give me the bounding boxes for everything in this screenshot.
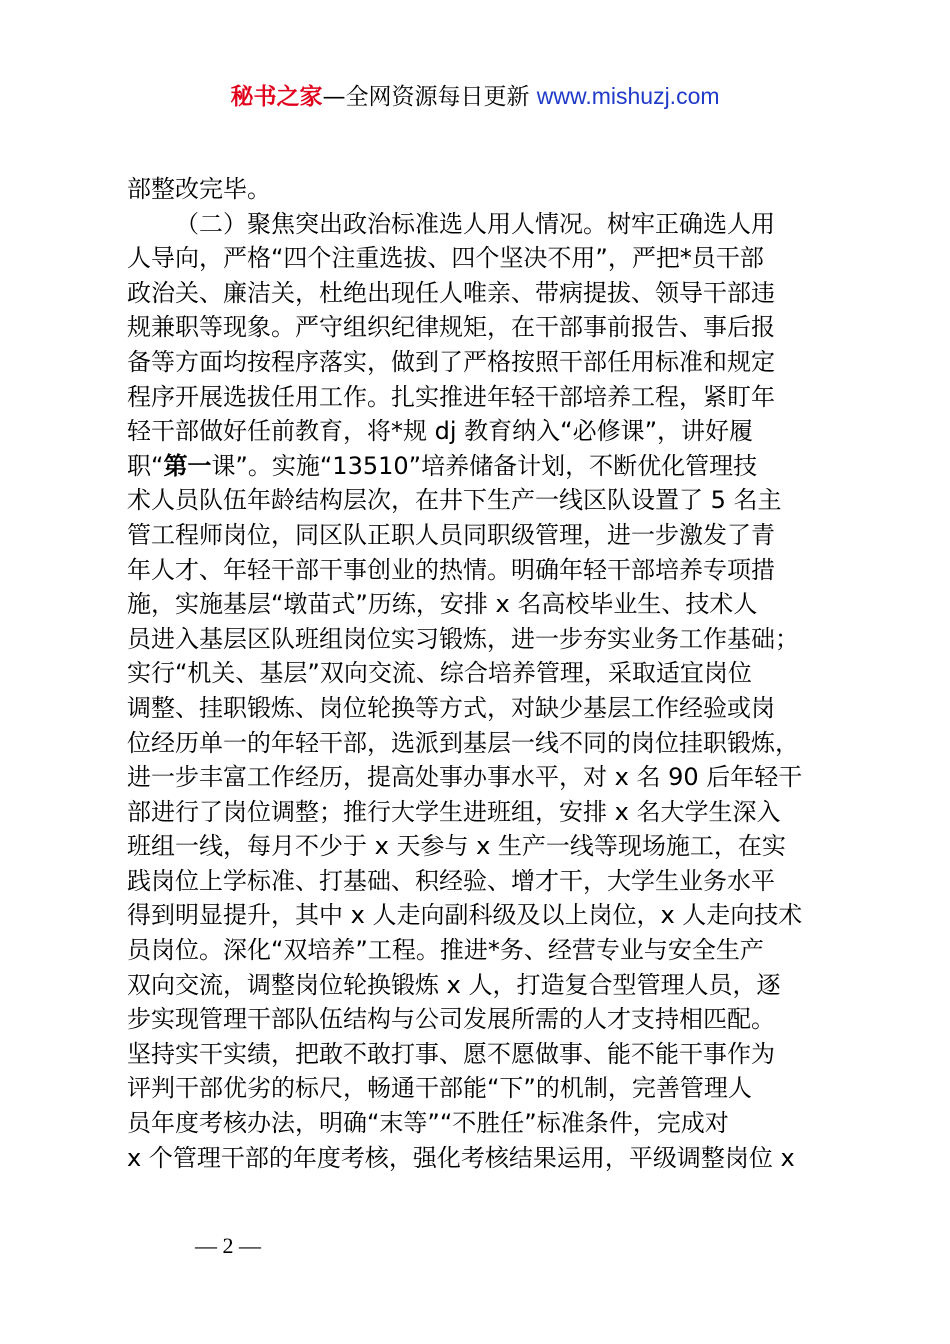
paragraph-line: 轻干部做好任前教育，将*规 dj 教育纳入“必修课”，讲好履 [127, 417, 754, 446]
paragraph-line: 规兼职等现象。严守组织纪律规矩，在干部事前报告、事后报 [127, 313, 775, 342]
paragraph-line: 员岗位。深化“双培养”工程。推进*务、经营专业与安全生产 [127, 936, 764, 965]
paragraph-line: 部进行了岗位调整；推行大学生进班组，安排 x 名大学生深入 [127, 797, 781, 826]
paragraph-line: 践岗位上学标准、打基础、积经验、增才干，大学生业务水平 [127, 866, 775, 895]
paragraph-line: 调整、挂职锻炼、岗位轮换等方式，对缺少基层工作经验或岗 [127, 693, 775, 722]
paragraph-line: 程序开展选拔任用工作。扎实推进年轻干部培养工程，紧盯年 [127, 382, 775, 411]
paragraph-line [127, 449, 847, 484]
paragraph-line: x 个管理干部的年度考核，强化考核结果运用，平级调整岗位 x [127, 1143, 795, 1172]
paragraph-line: 评判干部优劣的标尺，畅通干部能“下”的机制，完善管理人 [127, 1074, 752, 1103]
paragraph-line: 部整改完毕。 [127, 175, 271, 203]
paragraph-line: 年人才、年轻干部干事创业的热情。明确年轻干部培养专项措 [127, 555, 775, 584]
paragraph-line: 双向交流，调整岗位轮换锻炼 x 人，打造复合型管理人员，逐 [127, 970, 781, 999]
paragraph-line: 施，实施基层“墩苗式”历练，安排 x 名高校毕业生、技术人 [127, 590, 758, 619]
site-header [0, 80, 950, 113]
paragraph-line: 备等方面均按程序落实，做到了严格按照干部任用标准和规定 [127, 347, 775, 376]
paragraph-line: 坚持实干实绩，把敢不敢打事、愿不愿做事、能不能干事作为 [127, 1039, 775, 1068]
paragraph-line: 政治关、廉洁关，杜绝出现任人唯亲、带病提拔、领导干部违 [127, 278, 775, 307]
bold-emphasis: 第一 [163, 451, 212, 480]
paragraph-line: 步实现管理干部队伍结构与公司发展所需的人才支持相匹配。 [127, 1005, 775, 1034]
paragraph-line: 员年度考核办法，明确“末等”“不胜任”标准条件，完成对 [127, 1109, 729, 1138]
paragraph-line: （二）聚焦突出政治标准选人用人情况。树牢正确选人用 [175, 209, 775, 238]
paragraph-line: 人导向，严格“四个注重选拔、四个坚决不用”，严把*员干部 [127, 244, 764, 273]
paragraph-line: 位经历单一的年轻干部，选派到基层一线不同的岗位挂职锻炼， [127, 728, 799, 757]
site-tagline: —全网资源每日更新 [322, 84, 537, 110]
line-suffix: 课”。实施“13510”培养储备计划，不断优化管理技 [211, 451, 758, 480]
paragraph-line: 得到明显提升，其中 x 人走向副科级及以上岗位，x 人走向技术 [127, 901, 803, 930]
page-number: — 2 — [195, 1233, 261, 1258]
paragraph-line: 进一步丰富工作经历，提高处事办事水平，对 x 名 90 后年轻干 [127, 763, 803, 792]
paragraph-line: 员进入基层区队班组岗位实习锻炼，进一步夯实业务工作基础； [127, 624, 799, 653]
paragraph-line: 管工程师岗位，同区队正职人员同职级管理，进一步激发了青 [127, 520, 775, 549]
paragraph-line: 实行“机关、基层”双向交流、综合培养管理，采取适宜岗位 [127, 659, 752, 688]
line-prefix: 职“ [127, 451, 164, 480]
paragraph-line: 班组一线，每月不少于 x 天参与 x 生产一线等现场施工，在实 [127, 832, 786, 861]
site-brand: 秘书之家 [230, 84, 323, 110]
document-body [127, 172, 847, 1175]
site-url: www.mishuzj.com [536, 83, 720, 109]
paragraph-line: 术人员队伍年龄结构层次，在井下生产一线区队设置了 5 名主 [127, 486, 782, 515]
